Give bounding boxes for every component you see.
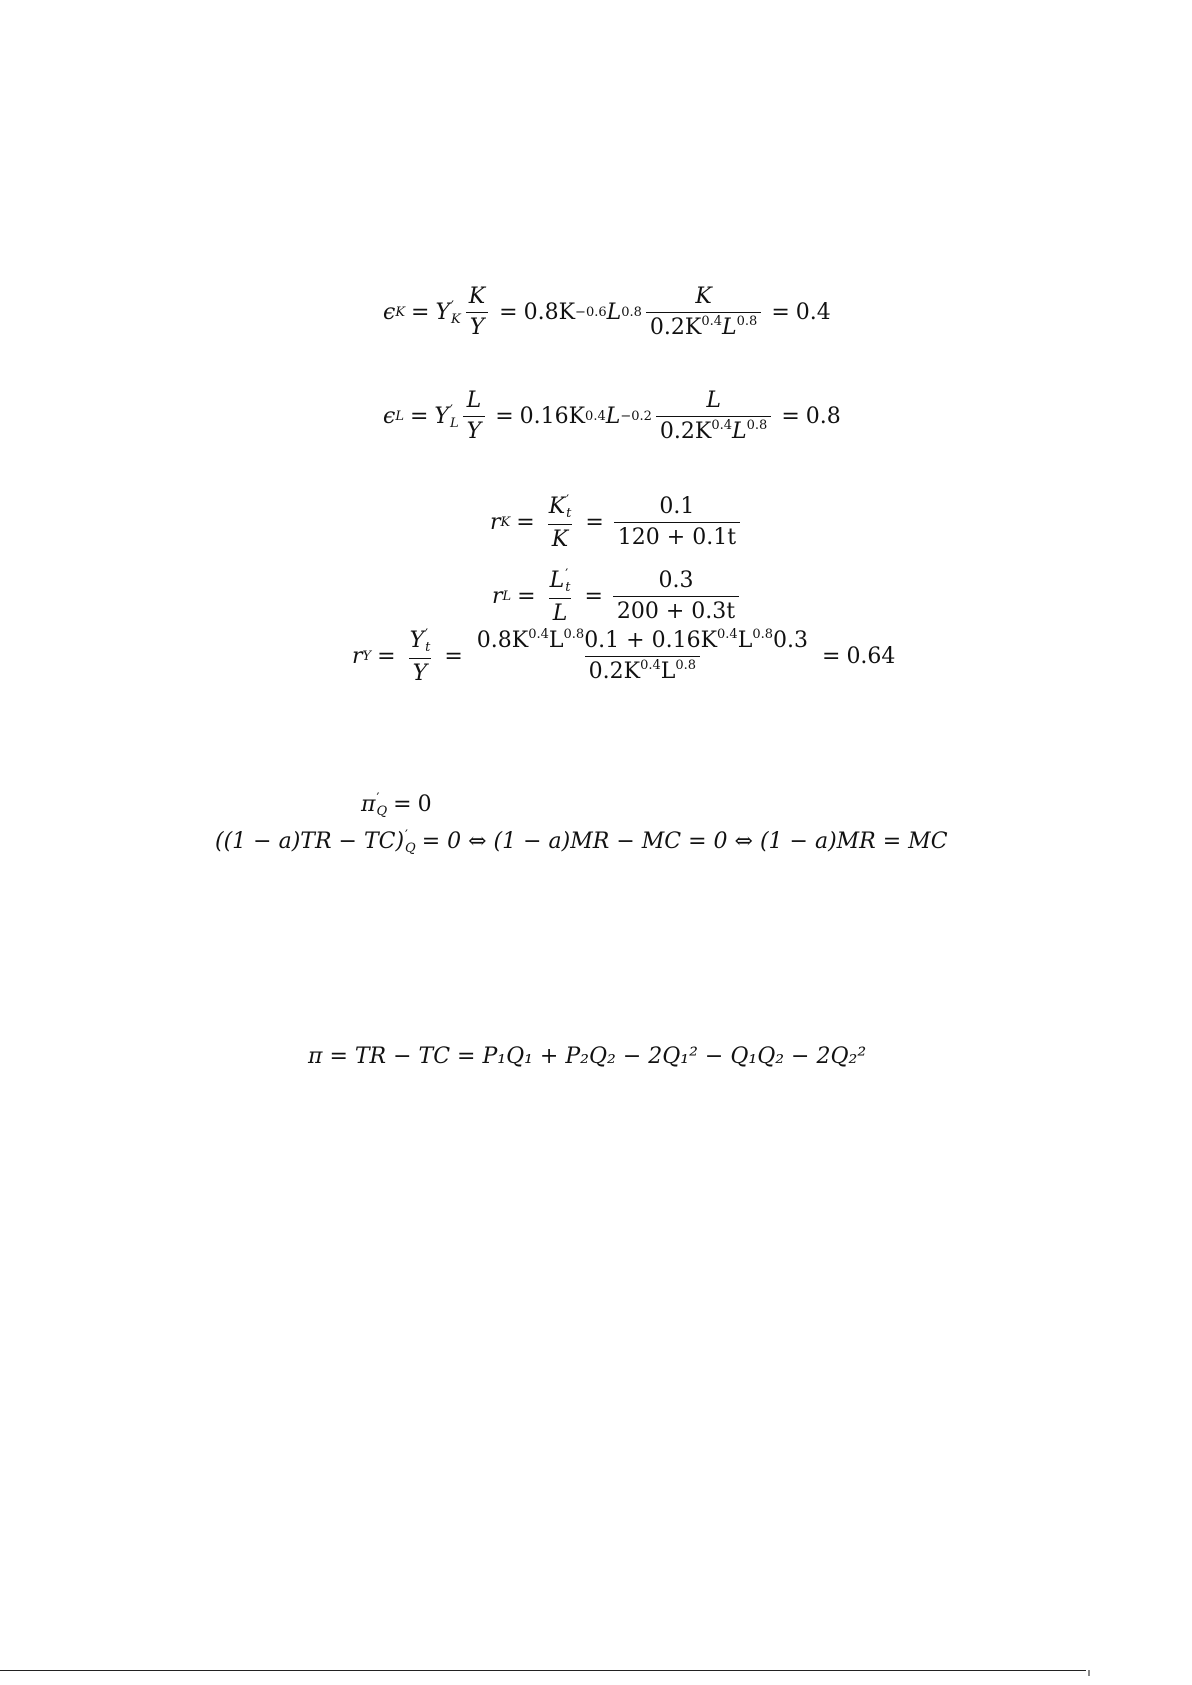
eq1-lhs: ϵ [383, 299, 396, 325]
eq5-result: 0.64 [846, 643, 896, 669]
equation-first-order-condition: ((1 − a)TR − TC) ′ Q = 0 ⇔ (1 − a)MR − MC = 0 ⇔ (1 − a)MR = MC [215, 828, 948, 856]
eq2-ratio: $\frac{L}{Y}$ [463, 390, 486, 443]
eq1-result: 0.4 [795, 299, 831, 325]
equation-profit-derivative: π ′ Q = 0 [361, 791, 432, 819]
equation-elasticity-k: ϵ K = Y ′ K $\frac{K}{Y}$ = 0.8K −0.6 L 0.8 $\frac{K}{0.2K^{0.4}L^{0.8}}$ = 0.4 [383, 284, 831, 340]
eq2-result: 0.8 [805, 403, 841, 429]
equation-growth-rate-y: r Y = Y ′ t Y = $\frac{0.8K^{0.4}L^{0.8}0.1 + 0.16K^{0.4}L^{0.8}0.3}{0.2K^{0.4}L^{0.8}}$ = 0.64 [352, 627, 896, 686]
footer-tick [1088, 1670, 1090, 1676]
eq2-fraction: $\frac{L}{0.2K^{0.4}L^{0.8}}$ [656, 390, 771, 443]
equation-growth-rate-k: r K = K ′ t K = $\frac{0.1}{120 + 0.1t}$ [490, 494, 744, 551]
equation-profit: π = TR − TC = P₁Q₁ + P₂Q₂ − 2Q₁² − Q₁Q₂ − 2Q₂² [308, 1044, 867, 1069]
eq1-ratio: $\frac{K}{Y}$ [465, 286, 489, 339]
eq1-fraction: $\frac{K}{0.2K^{0.4}L^{0.8}}$ [646, 286, 761, 339]
footer-rule [0, 1670, 1086, 1671]
equation-elasticity-l: ϵ L = Y ′ L $\frac{L}{Y}$ = 0.16K 0.4 L −0.2 $\frac{L}{0.2K^{0.4}L^{0.8}}$ = 0.8 [383, 388, 841, 444]
equation-growth-rate-l: r L = L ′ t L = $\frac{0.3}{200 + 0.3t}$ [492, 568, 743, 625]
eq5-big-fraction: $\frac{0.8K^{0.4}L^{0.8}0.1 + 0.16K^{0.4}L^{0.8}0.3}{0.2K^{0.4}L^{0.8}}$ [476, 627, 808, 684]
